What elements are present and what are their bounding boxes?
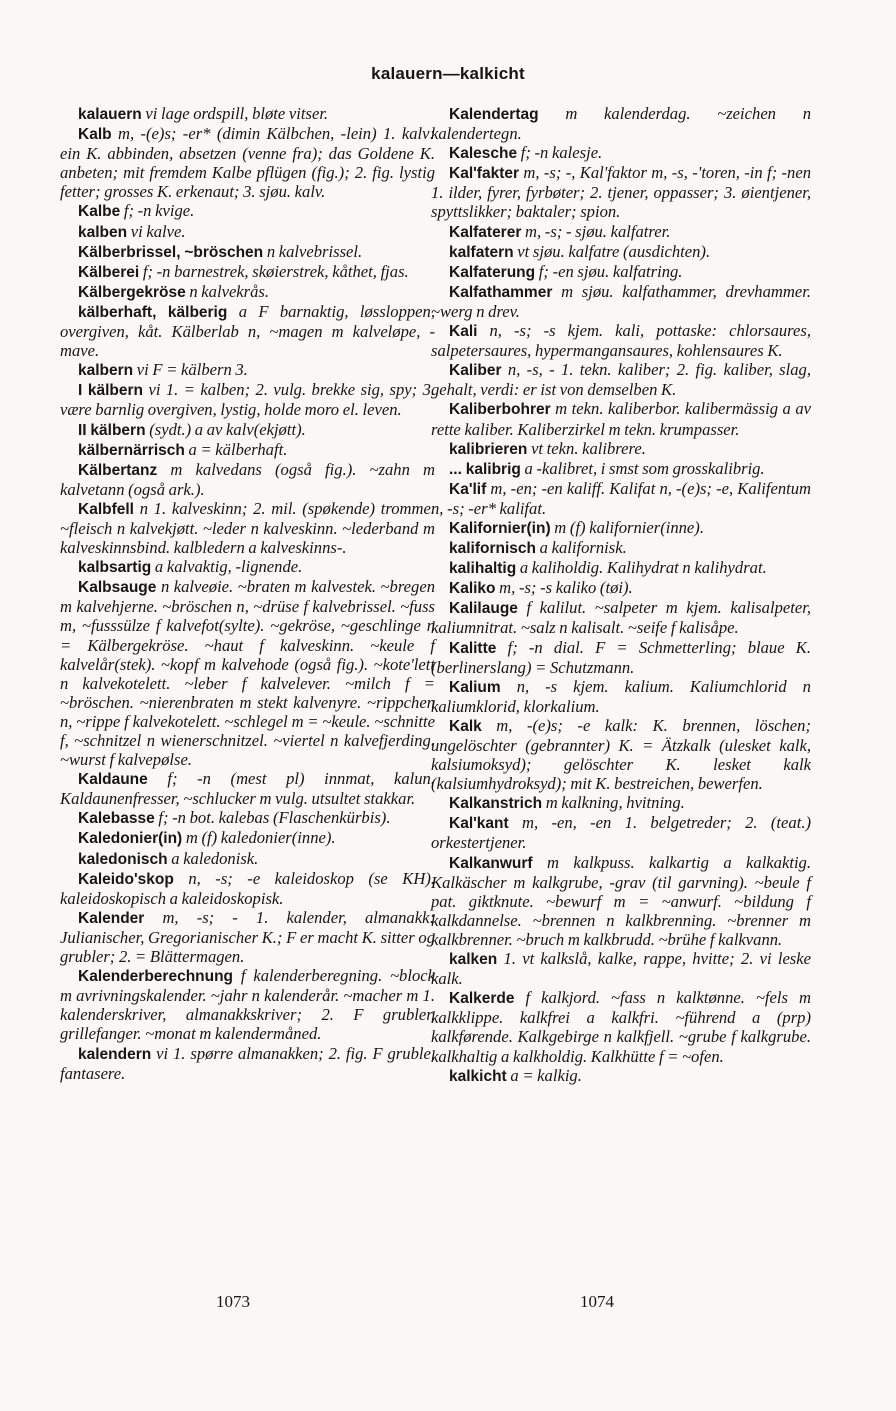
entry-body: a = kalkig.	[510, 1065, 582, 1085]
headword: Kalbfell	[78, 500, 134, 518]
headword: Kalfathammer	[449, 283, 553, 301]
entry-body: a kaliholdig. Kalihydrat n kalihydrat.	[519, 558, 767, 578]
entry-body: m, -s; - sjøu. kalfatrer.	[525, 221, 671, 241]
dictionary-entry	[431, 578, 811, 598]
entry-body: f kalenderberegning. ~block m avrivningskalender. ~jahr n kalenderår. ~macher m 1. kalenderskriver, almanakkskriver; 2. F grubler, grillefanger. ~monat m kalendermåned.	[60, 966, 435, 1044]
headword: Kaldaune	[78, 771, 148, 789]
headword: Kalilauge	[449, 600, 518, 618]
dictionary-entry	[60, 262, 435, 282]
headword: Kalkanstrich	[449, 795, 543, 813]
dictionary-entry	[431, 538, 811, 558]
entry-body: m kalenderdag. ~zeichen n kalendertegn.	[431, 104, 811, 144]
dictionary-entry	[60, 222, 435, 242]
dictionary-entry	[431, 677, 811, 716]
entry-body: f; -n (mest pl) innmat, kalun. Kaldaunenfresser, ~schlucker m vulg. utsultet stakkar.	[60, 769, 435, 809]
headword: Kal'kant	[449, 815, 509, 833]
headword: I kälbern	[78, 382, 144, 400]
headword: Kalkerde	[449, 990, 515, 1008]
headword: Kalfaterer	[449, 223, 522, 241]
entry-body: n, -s, - 1. tekn. kaliber; 2. fig. kaliber, slag, gehalt, verdi: er ist von demselben K.	[431, 360, 811, 400]
headword: Kalfaterung	[449, 263, 536, 281]
dictionary-entry	[431, 518, 811, 538]
entry-body: n kalveøie. ~braten m kalvestek. ~bregen m kalvehjerne. ~bröschen n, ~drüse f kalvebrissel. ~fuss m, ~fusssülze f kalvefot(sylte). ~gekröse, ~geschlinge n = Kälbergekröse. ~haut f kalveskinn. ~keule f kalvelår(stek). ~kopf m kalvehode (også fig.). ~kote'lett n kalvekotelett. ~leber f kalvelever. ~milch f = ~bröschen. ~nierenbraten m stekt kalvenyre. ~rippchen n, ~rippe f kalvekotelett. ~schlegel m = ~keule. ~schnitte f, ~schnitzel n wienerschnitzel. ~viertel n kalvefjerding. ~wurst f kalvepølse.	[60, 577, 436, 770]
dictionary-entry	[60, 908, 435, 966]
page-number-right: 1074	[580, 1292, 614, 1311]
headword: kalbern	[78, 362, 134, 380]
headword: Kaliberbohrer	[449, 401, 551, 419]
entry-body: f; -n barnestrek, skøierstrek, kåthet, fjas.	[142, 261, 409, 281]
headword: kalbsartig	[78, 559, 152, 577]
dictionary-entry	[60, 460, 435, 499]
dictionary-entry	[60, 360, 435, 380]
headword: II kälbern	[78, 421, 146, 439]
headword: kaledonisch	[78, 850, 168, 868]
entry-body: f; -n kvige.	[123, 201, 195, 221]
entry-body: 1. vt kalkslå, kalke, rappe, hvitte; 2. vi leske kalk.	[431, 949, 811, 989]
dictionary-entry	[431, 638, 811, 677]
dictionary-entry	[60, 499, 435, 557]
headword: Kalium	[449, 678, 501, 696]
dictionary-entry	[431, 813, 811, 852]
dictionary-entry	[60, 104, 435, 124]
entry-body: m, -en, -en 1. belgetreder; 2. (teat.) orkestertjener.	[431, 813, 811, 853]
headword: kalendern	[78, 1045, 152, 1063]
entry-body: vi 1. spørre almanakken; 2. fig. F gruble, fantasere.	[60, 1043, 435, 1083]
dictionary-entry	[60, 282, 435, 302]
dictionary-entry	[60, 577, 435, 769]
headword: kälbernärrisch	[78, 441, 185, 459]
dictionary-entry	[431, 716, 811, 793]
headword: Kalb	[78, 126, 112, 144]
entry-body: a -kalibret, i smst som grosskalibrig.	[524, 458, 765, 478]
dictionary-entry	[60, 201, 435, 221]
right-column	[431, 104, 811, 1086]
headword: Kalesche	[449, 145, 518, 163]
dictionary-entry	[431, 143, 811, 163]
dictionary-entry	[60, 966, 435, 1043]
entry-body: vi F = kälbern 3.	[136, 360, 248, 380]
dictionary-entry	[431, 598, 811, 637]
entry-body: f; -n bot. kalebas (Flaschenkürbis).	[158, 808, 391, 828]
headword: kalihaltig	[449, 560, 517, 578]
headword: Kalender	[78, 909, 145, 927]
entry-body: a = kälberhaft.	[188, 439, 288, 459]
dictionary-entry	[60, 242, 435, 262]
entry-body: m, -s; -, Kal'faktor m, -s, -'toren, -in f; -nen 1. ilder, fyrer, fyrbøter; 2. tjener, oppasser; 3. øientjener, spyttslikker; baktaler; spion.	[431, 163, 811, 222]
entry-body: vi kalve.	[130, 221, 186, 241]
dictionary-entry	[60, 849, 435, 869]
headword: Kalifornier(in)	[449, 519, 551, 537]
entry-body: vt tekn. kalibrere.	[531, 438, 646, 458]
dictionary-entry	[60, 557, 435, 577]
dictionary-entry	[431, 360, 811, 399]
headword: Kälbergekröse	[78, 283, 186, 301]
dictionary-entry	[60, 869, 435, 908]
entry-body: m, -s; - 1. kalender, almanakk: Julianischer, Gregorianischer K.; F er macht K. sitter og grubler; 2. = Blättermagen.	[60, 907, 435, 967]
headword: Ka'lif	[449, 480, 487, 498]
entry-body: m (f) kaledonier(inne).	[185, 828, 336, 848]
headword: Kaliber	[449, 362, 502, 380]
dictionary-entry	[431, 321, 811, 360]
entry-body: f kalkjord. ~fass n kalktønne. ~fels m kalkklippe. kalkfrei a kalkfri. ~führend a (prp) kalkførende. Kalkgebirge n kalkfjell. ~grube f kalkgrube. kalkhaltig a kalkholdig. Kalkhütte f = ~ofen.	[431, 988, 811, 1066]
dictionary-entry	[431, 163, 811, 221]
entry-body: m tekn. kaliberbor. kalibermässig a av rette kaliber. Kaliberzirkel m tekn. krumpasser.	[431, 399, 811, 439]
entry-body: vi lage ordspill, bløte vitser.	[145, 104, 329, 123]
dictionary-entry	[431, 439, 811, 459]
headword: Kalendertag	[449, 106, 539, 123]
headword: Kaledonier(in)	[78, 830, 183, 848]
entry-body: n, -s kjem. kalium. Kaliumchlorid n kaliumklorid, klorkalium.	[431, 676, 811, 716]
dictionary-entry	[60, 828, 435, 848]
dictionary-entry	[431, 399, 811, 438]
entry-body: vi 1. = kalben; 2. vulg. brekke sig, spy; 3. være barnlig overgiven, lystig, holde moro el. leven.	[60, 380, 436, 420]
headword: kalken	[449, 951, 498, 969]
dictionary-entry	[60, 1044, 435, 1083]
dictionary-entry	[431, 1066, 811, 1086]
dictionary-entry	[60, 440, 435, 460]
headword: Kaliko	[449, 580, 496, 598]
headword: ... kalibrig	[449, 460, 521, 478]
entry-body: m kalkning, hvitning.	[545, 793, 685, 813]
dictionary-entry	[431, 222, 811, 242]
dictionary-entry	[431, 242, 811, 262]
entry-body: n kalvebrissel.	[266, 241, 363, 261]
entry-body: n, -s; -s kjem. kali, pottaske: chlorsaures, salpetersaures, hypermangansaures, kohlensaures K.	[431, 321, 811, 361]
headword: Kälbertanz	[78, 461, 158, 479]
headword: Kali	[449, 323, 478, 341]
headword: Kalbsauge	[78, 579, 157, 597]
entry-body: f; -en sjøu. kalfatring.	[538, 261, 683, 281]
headword: Kalkanwurf	[449, 854, 533, 872]
entry-body: a F barnaktig, løssloppen, overgiven, kåt. Kälberlab n, ~magen m kalveløpe, -mave.	[60, 301, 435, 361]
headword: Kalitte	[449, 639, 497, 657]
entry-body: m kalkpuss. kalkartig a kalkaktig. Kalkäscher m kalkgrube, -grav (til garvning). ~beule f pat. giktknute. ~bewurf m = ~anwurf. ~bildung f kalkdannelse. ~brennen n kalkbrenning. ~brenner m kalkbrenner. ~bruch m kalkbrudd. ~brühe f kalkvann.	[431, 852, 811, 949]
entry-body: vt sjøu. kalfatre (ausdichten).	[517, 241, 711, 261]
entry-body: n 1. kalveskinn; 2. mil. (spøkende) tromme. ~fleisch n kalvekjøtt. ~leder n kalveskinn. ~lederband m kalveskinnsbind. kalbledern a kalveskinns-.	[60, 498, 435, 558]
dictionary-entry	[431, 793, 811, 813]
page-number-left: 1073	[216, 1292, 250, 1311]
headword: Kalenderberechnung	[78, 968, 234, 986]
entry-body: m (f) kalifornier(inne).	[554, 517, 704, 537]
headword: kalauern	[78, 106, 142, 123]
dictionary-entry	[431, 988, 811, 1065]
headword: kalfatern	[449, 243, 514, 261]
entry-body: a kalvaktig, -lignende.	[154, 557, 303, 577]
dictionary-entry	[60, 420, 435, 440]
entry-body: a kaledonisk.	[171, 848, 259, 868]
headword: Kalbe	[78, 203, 121, 221]
headword: kälberhaft, kälberig	[78, 303, 228, 321]
dictionary-entry	[431, 558, 811, 578]
headword: Kal'fakter	[449, 165, 520, 183]
entry-body: a kalifornisk.	[539, 538, 627, 558]
entry-body: m sjøu. kalfathammer, drevhammer. ~werg n drev.	[431, 281, 811, 321]
entry-body: (sydt.) a av kalv(ekjøtt).	[149, 419, 306, 439]
dictionary-entry	[431, 479, 811, 518]
left-column	[60, 104, 435, 1083]
dictionary-entry	[60, 769, 435, 808]
headword: kalifornisch	[449, 540, 536, 558]
running-header: kalauern—kalkicht	[371, 64, 525, 83]
headword: Kalk	[449, 717, 482, 735]
headword: kalibrieren	[449, 440, 528, 458]
headword: kalben	[78, 223, 128, 241]
headword: Kalebasse	[78, 810, 155, 828]
dictionary-entry	[431, 459, 811, 479]
entry-body: f; -n dial. F = Schmetterling; blaue K. (berlinerslang) = Schutzmann.	[431, 637, 811, 677]
dictionary-entry	[431, 104, 811, 143]
entry-body: m, -en; -en kaliff. Kalifat n, -(e)s; -e, Kalifentum n, -s; -er* kalifat.	[431, 478, 812, 518]
entry-body: m kalvedans (også fig.). ~zahn m kalvetann (også ark.).	[60, 459, 435, 499]
headword: Kaleido'skop	[78, 870, 174, 888]
headword: Kälberei	[78, 263, 140, 281]
dictionary-entry	[60, 808, 435, 828]
entry-body: m, -(e)s; -er* (dimin Kälbchen, -lein) 1. kalv: ein K. abbinden, absetzen (venne fra); das Goldene K. anbeten; mit fremdem Kalbe pflügen (fig.); 2. fig. lystig fetter; grosses K. erkenaut; 3. sjøu. kalv.	[60, 124, 435, 202]
dictionary-entry	[431, 262, 811, 282]
headword: Kälberbrissel, ~bröschen	[78, 243, 264, 261]
dictionary-entry	[431, 853, 811, 949]
entry-body: f kalilut. ~salpeter m kjem. kalisalpeter, kaliumnitrat. ~salz n kalisalt. ~seife f kalisåpe.	[431, 598, 811, 638]
entry-body: f; -n kalesje.	[520, 143, 603, 163]
entry-body: n, -s; -e kaleidoskop (se KH). kaleidoskopisch a kaleidoskopisk.	[60, 868, 435, 908]
dictionary-entry	[431, 282, 811, 321]
dictionary-entry	[431, 949, 811, 988]
entry-body: m, -(e)s; -e kalk: K. brennen, löschen; ungelöschter (gebrannter) K. = Ätzkalk (ulesket kalk, kalsiumoksyd); gelöschter K. lesket kalk (kalsiumhydroksyd); mit K. bestreichen, bewerfen.	[431, 715, 811, 794]
dictionary-entry	[60, 124, 435, 201]
dictionary-entry	[60, 302, 435, 360]
entry-body: m, -s; -s kaliko (tøi).	[499, 578, 633, 598]
dictionary-entry	[60, 380, 435, 419]
headword: kalkicht	[449, 1067, 507, 1085]
entry-body: n kalvekrås.	[189, 281, 270, 301]
